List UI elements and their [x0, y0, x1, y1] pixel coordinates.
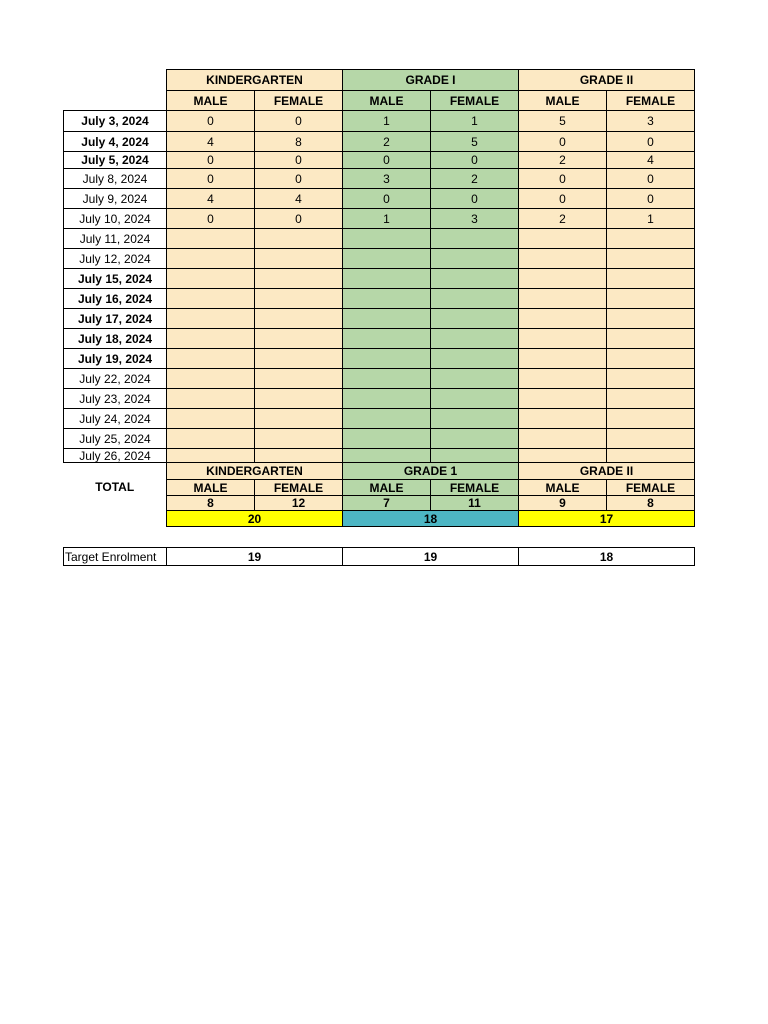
value-cell — [431, 389, 519, 409]
value-cell: 3 — [343, 169, 431, 189]
value-cell — [255, 329, 343, 349]
value-cell — [255, 389, 343, 409]
value-cell — [607, 349, 695, 369]
value-cell: 5 — [519, 111, 607, 132]
total-kinder-female-header: FEMALE — [255, 480, 343, 496]
value-cell — [519, 449, 607, 463]
total-kinder-male-header: MALE — [167, 480, 255, 496]
value-cell — [167, 369, 255, 389]
table-row — [64, 132, 695, 152]
table-row — [64, 269, 695, 289]
value-cell — [343, 269, 431, 289]
table-row — [64, 189, 695, 209]
date-cell: July 12, 2024 — [64, 249, 167, 269]
value-cell — [431, 409, 519, 429]
value-cell: 1 — [607, 209, 695, 229]
value-cell: 3 — [607, 111, 695, 132]
value-cell — [431, 449, 519, 463]
total-grade2-female-header: FEMALE — [607, 480, 695, 496]
value-cell — [255, 349, 343, 369]
value-cell: 0 — [607, 169, 695, 189]
value-cell — [431, 309, 519, 329]
value-cell — [519, 329, 607, 349]
value-cell: 0 — [607, 189, 695, 209]
kindergarten-header: KINDERGARTEN — [167, 70, 343, 91]
date-cell: July 8, 2024 — [64, 169, 167, 189]
value-cell — [607, 309, 695, 329]
value-cell — [607, 329, 695, 349]
date-cell: July 17, 2024 — [64, 309, 167, 329]
kinder-female-header: FEMALE — [255, 91, 343, 111]
value-cell — [255, 309, 343, 329]
date-cell: July 5, 2024 — [64, 152, 167, 169]
table-row — [64, 229, 695, 249]
date-cell: July 18, 2024 — [64, 329, 167, 349]
target-kindergarten: 19 — [167, 548, 343, 566]
value-cell — [167, 449, 255, 463]
value-cell — [343, 409, 431, 429]
value-cell — [255, 289, 343, 309]
corner-cell — [64, 91, 167, 111]
value-cell — [343, 449, 431, 463]
value-cell — [343, 329, 431, 349]
value-cell: 0 — [343, 152, 431, 169]
enrolment-table — [63, 69, 695, 527]
date-cell: July 23, 2024 — [64, 389, 167, 409]
value-cell — [343, 289, 431, 309]
value-cell — [519, 229, 607, 249]
value-cell: 3 — [431, 209, 519, 229]
grade1-female-header: FEMALE — [431, 91, 519, 111]
kinder-male-header: MALE — [167, 91, 255, 111]
value-cell — [431, 269, 519, 289]
value-cell — [519, 349, 607, 369]
date-cell: July 19, 2024 — [64, 349, 167, 369]
value-cell — [519, 389, 607, 409]
value-cell: 0 — [519, 189, 607, 209]
value-cell — [167, 229, 255, 249]
value-cell: 0 — [167, 209, 255, 229]
value-cell — [519, 429, 607, 449]
value-cell — [343, 249, 431, 269]
date-cell: July 15, 2024 — [64, 269, 167, 289]
value-cell — [343, 389, 431, 409]
total-grade1-female: 11 — [431, 496, 519, 511]
date-cell: July 26, 2024 — [64, 449, 167, 463]
value-cell — [607, 449, 695, 463]
value-cell: 0 — [431, 189, 519, 209]
value-cell: 0 — [255, 152, 343, 169]
date-cell: July 11, 2024 — [64, 229, 167, 249]
date-cell: July 4, 2024 — [64, 132, 167, 152]
value-cell: 0 — [607, 132, 695, 152]
target-grade1: 19 — [343, 548, 519, 566]
total-grade1-header: GRADE 1 — [343, 463, 519, 480]
value-cell — [519, 309, 607, 329]
total-kindergarten-header: KINDERGARTEN — [167, 463, 343, 480]
value-cell — [607, 389, 695, 409]
kindergarten-sum: 20 — [167, 511, 343, 527]
value-cell — [607, 229, 695, 249]
table-row — [64, 449, 695, 463]
value-cell — [431, 289, 519, 309]
value-cell — [343, 429, 431, 449]
table-row — [64, 152, 695, 169]
value-cell: 0 — [343, 189, 431, 209]
value-cell — [519, 289, 607, 309]
value-cell — [431, 369, 519, 389]
table-row — [64, 349, 695, 369]
table-row — [64, 289, 695, 309]
value-cell — [167, 329, 255, 349]
value-cell: 0 — [167, 152, 255, 169]
value-cell: 5 — [431, 132, 519, 152]
value-cell — [255, 369, 343, 389]
value-cell: 0 — [519, 132, 607, 152]
value-cell — [167, 289, 255, 309]
value-cell: 4 — [255, 189, 343, 209]
target-table — [63, 547, 695, 566]
value-cell — [607, 269, 695, 289]
date-cell: July 24, 2024 — [64, 409, 167, 429]
value-cell — [255, 449, 343, 463]
date-cell: July 22, 2024 — [64, 369, 167, 389]
total-kinder-female: 12 — [255, 496, 343, 511]
value-cell: 4 — [167, 132, 255, 152]
table-row — [64, 389, 695, 409]
grade1-sum: 18 — [343, 511, 519, 527]
value-cell: 0 — [167, 169, 255, 189]
value-cell: 2 — [519, 209, 607, 229]
value-cell — [255, 409, 343, 429]
grade2-female-header: FEMALE — [607, 91, 695, 111]
value-cell — [255, 429, 343, 449]
value-cell — [255, 229, 343, 249]
value-cell: 1 — [431, 111, 519, 132]
target-grade2: 18 — [519, 548, 695, 566]
grade2-sum: 17 — [519, 511, 695, 527]
value-cell — [167, 309, 255, 329]
value-cell — [167, 249, 255, 269]
total-grade2-male: 9 — [519, 496, 607, 511]
table-row — [64, 209, 695, 229]
value-cell: 1 — [343, 209, 431, 229]
value-cell — [519, 249, 607, 269]
value-cell: 0 — [519, 169, 607, 189]
total-grade1-male: 7 — [343, 496, 431, 511]
value-cell: 2 — [519, 152, 607, 169]
target-label: Target Enrolment — [64, 548, 167, 566]
value-cell — [607, 369, 695, 389]
value-cell — [431, 229, 519, 249]
value-cell: 0 — [431, 152, 519, 169]
value-cell — [431, 329, 519, 349]
value-cell — [343, 349, 431, 369]
value-cell: 2 — [431, 169, 519, 189]
total-grade1-female-header: FEMALE — [431, 480, 519, 496]
table-row — [64, 429, 695, 449]
value-cell — [519, 269, 607, 289]
grade2-header: GRADE II — [519, 70, 695, 91]
value-cell — [431, 349, 519, 369]
value-cell — [167, 349, 255, 369]
value-cell: 8 — [255, 132, 343, 152]
value-cell: 0 — [255, 209, 343, 229]
value-cell — [607, 429, 695, 449]
date-cell: July 16, 2024 — [64, 289, 167, 309]
value-cell — [343, 229, 431, 249]
value-cell — [607, 409, 695, 429]
value-cell — [343, 369, 431, 389]
table-row — [64, 249, 695, 269]
table-row — [64, 169, 695, 189]
value-cell: 2 — [343, 132, 431, 152]
value-cell — [255, 249, 343, 269]
date-cell: July 9, 2024 — [64, 189, 167, 209]
value-cell — [167, 429, 255, 449]
value-cell — [167, 409, 255, 429]
value-cell — [607, 289, 695, 309]
spacer-cell — [64, 511, 167, 527]
value-cell: 0 — [255, 169, 343, 189]
table-row — [64, 329, 695, 349]
table-row — [64, 111, 695, 132]
value-cell — [343, 309, 431, 329]
date-cell: July 25, 2024 — [64, 429, 167, 449]
total-grade1-male-header: MALE — [343, 480, 431, 496]
total-grade2-female: 8 — [607, 496, 695, 511]
value-cell — [431, 429, 519, 449]
table-row — [64, 369, 695, 389]
total-kinder-male: 8 — [167, 496, 255, 511]
value-cell — [519, 409, 607, 429]
total-grade2-male-header: MALE — [519, 480, 607, 496]
grade1-header: GRADE I — [343, 70, 519, 91]
value-cell: 0 — [255, 111, 343, 132]
value-cell — [519, 369, 607, 389]
grade2-male-header: MALE — [519, 91, 607, 111]
value-cell: 1 — [343, 111, 431, 132]
total-grade2-header: GRADE II — [519, 463, 695, 480]
total-label: TOTAL — [95, 479, 135, 494]
value-cell — [431, 249, 519, 269]
value-cell: 4 — [167, 189, 255, 209]
grade1-male-header: MALE — [343, 91, 431, 111]
value-cell: 4 — [607, 152, 695, 169]
value-cell — [255, 269, 343, 289]
date-cell: July 3, 2024 — [64, 111, 167, 132]
value-cell — [607, 249, 695, 269]
date-cell: July 10, 2024 — [64, 209, 167, 229]
corner-cell — [64, 70, 167, 91]
value-cell: 0 — [167, 111, 255, 132]
value-cell — [167, 389, 255, 409]
table-row — [64, 409, 695, 429]
value-cell — [167, 269, 255, 289]
table-row — [64, 309, 695, 329]
